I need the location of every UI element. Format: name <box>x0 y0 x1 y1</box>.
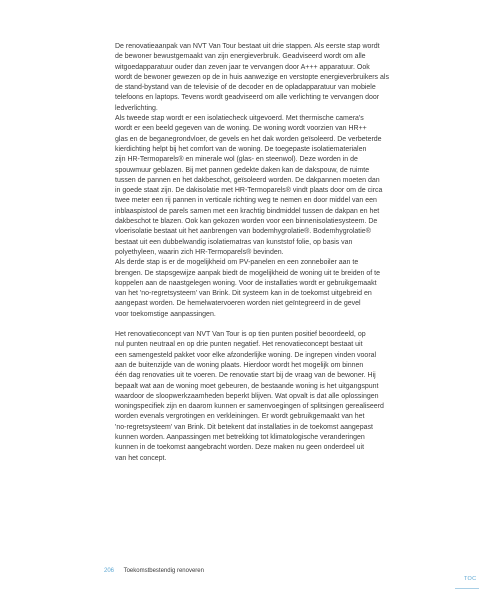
paragraph-evaluation: Het renovatieconcept van NVT Van Tour is op tien punten positief beoordeeld, op nul punten neutraal en op drie punten negatief. Het renovatieconcept bestaat uit een samengesteld pakket voor elke afzonderlijke woning. De ingrepen vinden vooral aan de buitenzijde van de woning plaats. Hierdoor wordt het mogelijk om binnen één dag renovaties uit te voeren. De renovatie start bij de vraag van de bewoner. Hij bepaalt wat aan de woning moet gebeuren, de bestaande woning is het uitgangspunt waardoor de sloopwerkzaamheden beperkt blijven. Wat opvalt is dat alle oplossingen woningspecifiek zijn en daarom kunnen er samenvoegingen of splitsingen gerealiseerd worden evenals vergrotingen en verkleiningen. Er wordt gebruikgemaakt van het 'no-regretsysteem' van Brink. Dit betekent dat installaties in de toekomst aangepast kunnen worden. Aanpassingen met betrekking tot klimatologische veranderingen kunnen in de toekomst aangebracht worden. Deze maken nu geen onderdeel uit van het concept. <box>115 331 384 462</box>
paragraph-step-two: Als tweede stap wordt er een isolatiecheck uitgevoerd. Met thermische camera's wordt er een beeld gegeven van de woning. De woning wordt voorzien van HR++ glas en de beganegrondvloer, de gevels en het dak worden geïsoleerd. De verbeterde kierdichting helpt bij het comfort van de woning. De toegepaste isolatiematerialen zijn HR-Termoparels® en minerale wol (glas- en steenwol). Deze worden in de spouwmuur geblazen. Bij met pannen gedekte daken kan de dakspouw, de ruimte tussen de pannen en het dakbeschot, geïsoleerd worden. De dakpannen moeten dan in goede staat zijn. De dakisolatie met HR-Termoparels® vindt plaats door om de circa twee meter een rij pannen in verticale richting weg te nemen en door middel van een inblaaspistool de parels samen met een krachtig bindmiddel tussen de dakpan en het dakbeschot te blazen. Ook kan gekozen worden voor een binnenisolatiesysteem. De vloerisolatie bestaat uit het aanbrengen van bodemhygrolatie®. Bodemhygrolatie® bestaat uit een dubbelwandig isolatiematras van kunststof folie, op basis van polyethyleen, waarin zich HR-Termoparels® bevinden. <box>115 115 383 256</box>
page-number: 206 <box>104 568 115 574</box>
toc-underline <box>455 588 479 589</box>
page-footer <box>104 568 204 574</box>
body-text <box>115 42 405 464</box>
paragraph-step-one: De renovatieaanpak van NVT Van Tour bestaat uit drie stappen. Als eerste stap wordt de bewoner bewustgemaakt van zijn energieverbruik. Geadviseerd wordt om alle witgoedapparatuur ouder dan zeven jaar te vervangen door A+++ apparatuur. Ook wordt de bewoner gewezen op de in huis aanwezige en verstopte energieverbruikers als de stand-bystand van de televisie of de decoder en de opladapparatuur van mobiele telefoons en laptops. Tevens wordt geadviseerd om alle verlichting te vervangen door ledverlichting. <box>115 43 389 112</box>
toc-link[interactable]: TOC <box>464 576 477 582</box>
paragraph-step-three: Als derde stap is er de mogelijkheid om PV-panelen en een zonneboiler aan te brengen. De stapsgewijze aanpak biedt de mogelijkheid de woning uit te breiden of te koppelen aan de naastgelegen woning. Voor de installaties wordt er gebruikgemaakt van het 'no-regretsysteem' van Brink. Dit systeem kan in de toekomst uitgebreid en aangepast worden. De hemelwatervoeren worden niet geïntegreerd in de gevel voor toekomstige aanpassingen. <box>115 259 381 318</box>
section-title: Toekomstbestendig renoveren <box>123 568 204 574</box>
